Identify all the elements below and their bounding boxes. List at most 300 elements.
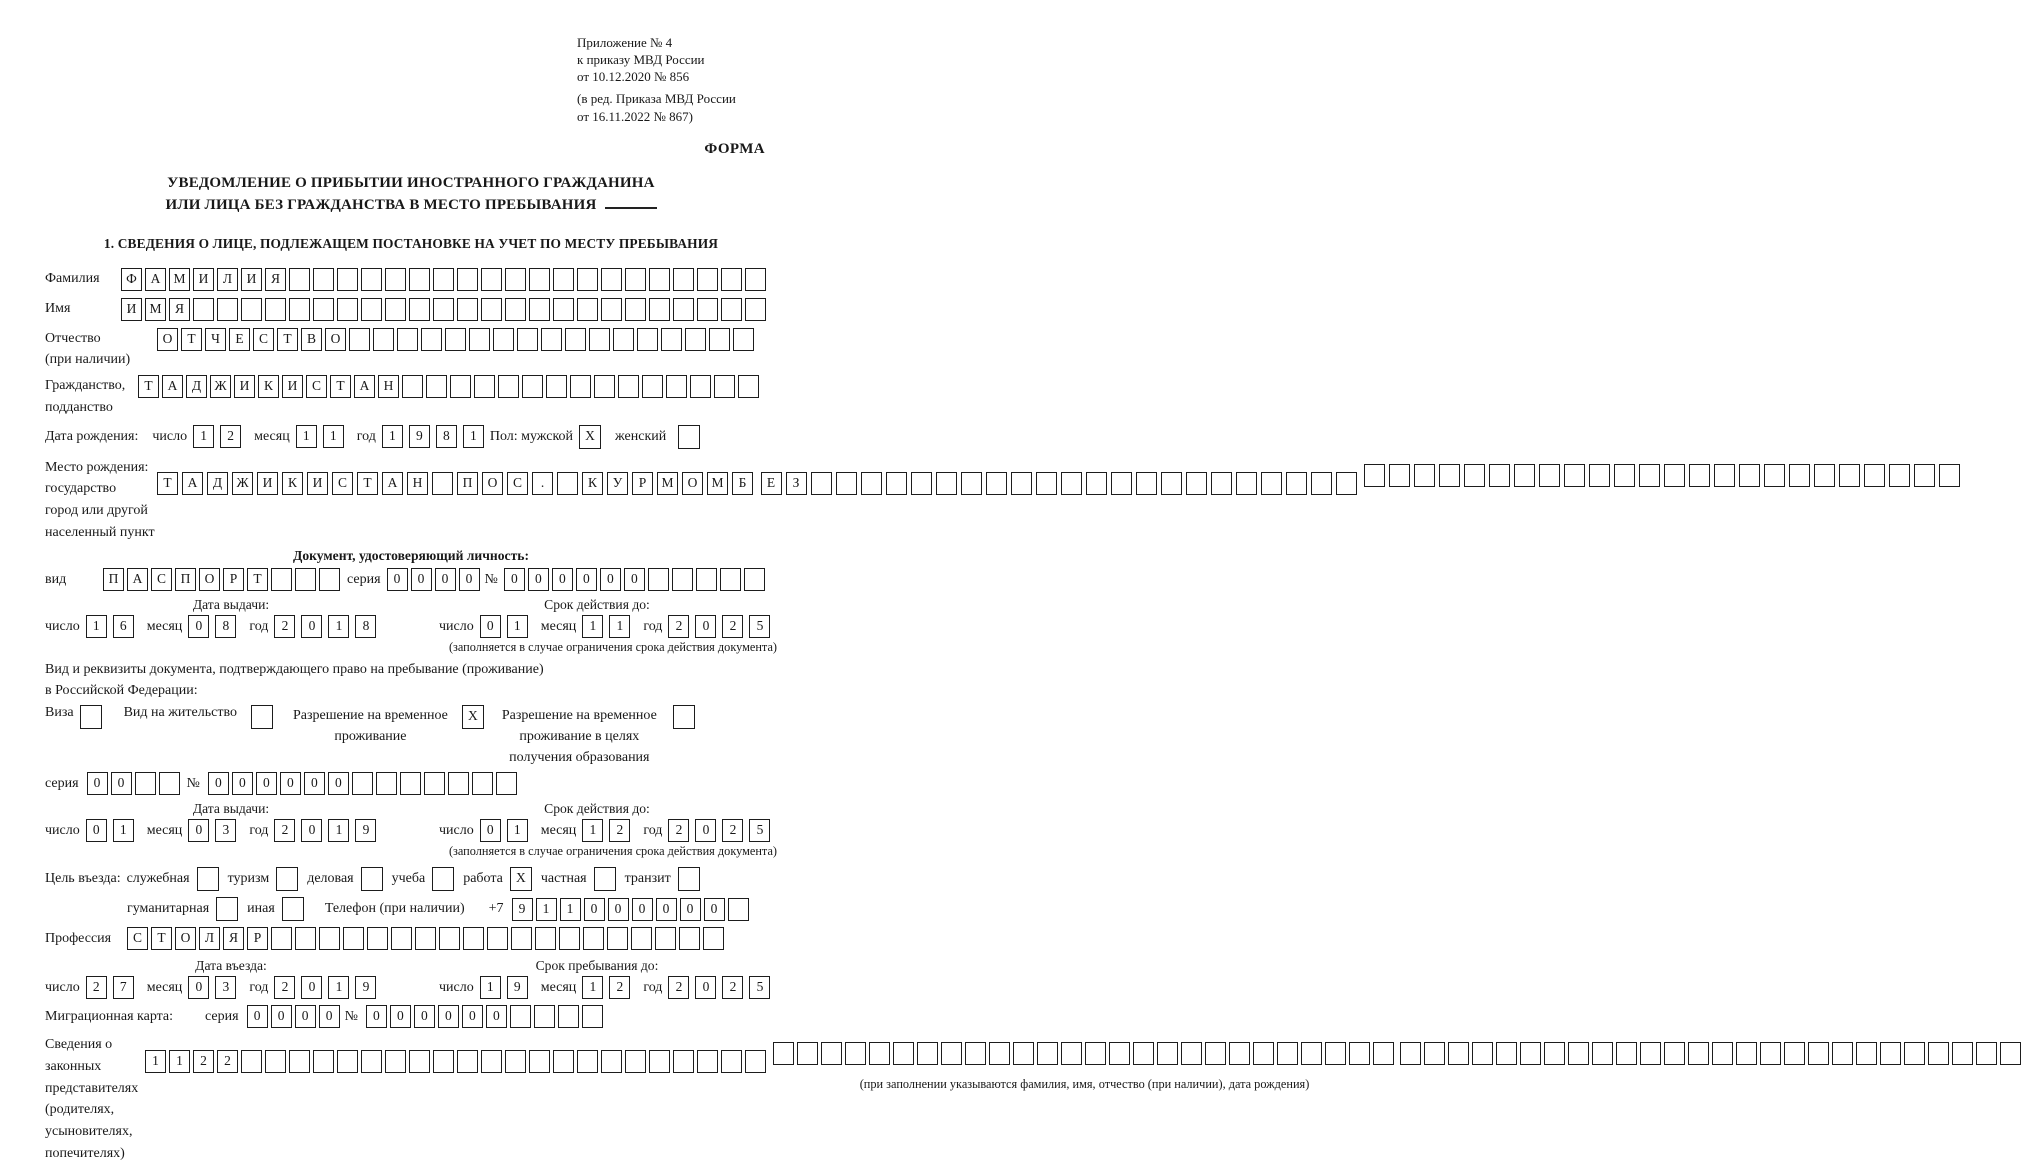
char-cell[interactable]: М [169,268,190,291]
char-cell[interactable] [1061,1042,1082,1065]
char-cell[interactable]: 0 [600,568,621,591]
char-cell[interactable]: О [482,472,503,495]
char-cell[interactable] [1496,1042,1517,1065]
char-cell[interactable] [505,1050,526,1073]
char-cell[interactable]: И [257,472,278,495]
char-cell[interactable] [432,472,453,495]
char-cell[interactable]: 0 [438,1005,459,1028]
char-cell[interactable] [1236,472,1257,495]
char-cell[interactable] [1311,472,1332,495]
char-cell[interactable] [594,375,615,398]
char-cell[interactable]: 0 [188,615,209,638]
phone-cells[interactable] [512,898,752,921]
sex-male-checkbox[interactable]: X [579,425,601,449]
char-cell[interactable]: Т [357,472,378,495]
char-cell[interactable] [607,927,628,950]
char-cell[interactable]: 1 [145,1050,166,1073]
char-cell[interactable]: Л [217,268,238,291]
char-cell[interactable] [397,328,418,351]
char-cell[interactable]: 0 [390,1005,411,1028]
char-cell[interactable]: 1 [582,615,603,638]
char-cell[interactable] [625,298,646,321]
char-cell[interactable] [1011,472,1032,495]
char-cell[interactable] [1640,1042,1661,1065]
char-cell[interactable]: 7 [113,976,134,999]
char-cell[interactable] [911,472,932,495]
char-cell[interactable]: Н [378,375,399,398]
temp-residence-edu-checkbox[interactable] [673,705,695,729]
char-cell[interactable]: 9 [355,819,376,842]
char-cell[interactable]: 0 [504,568,525,591]
char-cell[interactable] [535,927,556,950]
char-cell[interactable] [577,268,598,291]
char-cell[interactable]: Е [229,328,250,351]
char-cell[interactable]: З [786,472,807,495]
char-cell[interactable] [557,472,578,495]
char-cell[interactable]: 1 [323,425,344,448]
char-cell[interactable]: Т [330,375,351,398]
char-cell[interactable] [1714,464,1735,487]
char-cell[interactable] [2000,1042,2021,1065]
char-cell[interactable]: 6 [113,615,134,638]
char-cell[interactable] [745,298,766,321]
given-name-cells[interactable] [121,298,769,321]
char-cell[interactable] [385,1050,406,1073]
char-cell[interactable]: 0 [271,1005,292,1028]
char-cell[interactable] [1111,472,1132,495]
char-cell[interactable] [289,268,310,291]
char-cell[interactable] [217,298,238,321]
char-cell[interactable]: 1 [507,615,528,638]
char-cell[interactable] [673,1050,694,1073]
char-cell[interactable]: 8 [436,425,457,448]
char-cell[interactable] [426,375,447,398]
char-cell[interactable] [498,375,519,398]
char-cell[interactable] [720,568,741,591]
char-cell[interactable] [1109,1042,1130,1065]
birth-place-cells-row2[interactable] [761,472,1361,495]
char-cell[interactable]: В [301,328,322,351]
char-cell[interactable] [457,298,478,321]
char-cell[interactable] [1205,1042,1226,1065]
char-cell[interactable] [1904,1042,1925,1065]
char-cell[interactable] [271,568,292,591]
char-cell[interactable]: И [241,268,262,291]
char-cell[interactable] [1364,464,1385,487]
char-cell[interactable]: У [607,472,628,495]
char-cell[interactable] [1544,1042,1565,1065]
char-cell[interactable]: 0 [480,819,501,842]
char-cell[interactable] [1639,464,1660,487]
char-cell[interactable]: 2 [722,819,743,842]
patronymic-cells[interactable] [157,328,757,351]
char-cell[interactable]: 0 [295,1005,316,1028]
char-cell[interactable] [376,772,397,795]
char-cell[interactable] [577,298,598,321]
char-cell[interactable]: 0 [459,568,480,591]
char-cell[interactable]: 0 [576,568,597,591]
char-cell[interactable] [697,1050,718,1073]
char-cell[interactable] [193,298,214,321]
char-cell[interactable] [1061,472,1082,495]
char-cell[interactable]: Т [181,328,202,351]
char-cell[interactable]: 1 [560,898,581,921]
char-cell[interactable] [1976,1042,1997,1065]
char-cell[interactable] [558,1005,579,1028]
char-cell[interactable]: 0 [256,772,277,795]
char-cell[interactable] [679,927,700,950]
char-cell[interactable] [295,568,316,591]
char-cell[interactable] [1489,464,1510,487]
char-cell[interactable] [649,1050,670,1073]
residence-valid-day-cells[interactable] [480,819,534,842]
char-cell[interactable]: 0 [695,615,716,638]
char-cell[interactable] [618,375,639,398]
birth-year-cells[interactable] [382,425,490,448]
char-cell[interactable] [589,328,610,351]
identity-valid-day-cells[interactable] [480,615,534,638]
char-cell[interactable]: Д [186,375,207,398]
purpose-tourism-checkbox[interactable] [276,867,298,891]
char-cell[interactable] [1889,464,1910,487]
char-cell[interactable] [1448,1042,1469,1065]
char-cell[interactable] [1952,1042,1973,1065]
char-cell[interactable]: 2 [609,976,630,999]
char-cell[interactable] [1013,1042,1034,1065]
char-cell[interactable] [961,472,982,495]
char-cell[interactable] [1614,464,1635,487]
char-cell[interactable] [1472,1042,1493,1065]
char-cell[interactable]: Т [247,568,268,591]
char-cell[interactable] [559,927,580,950]
char-cell[interactable] [337,298,358,321]
char-cell[interactable] [409,1050,430,1073]
doc-kind-cells[interactable] [103,568,343,591]
char-cell[interactable] [1373,1042,1394,1065]
char-cell[interactable]: 2 [274,615,295,638]
char-cell[interactable]: Я [265,268,286,291]
purpose-study-checkbox[interactable] [432,867,454,891]
char-cell[interactable] [637,328,658,351]
char-cell[interactable] [529,1050,550,1073]
char-cell[interactable] [337,268,358,291]
migration-number-cells[interactable] [366,1005,606,1028]
char-cell[interactable] [313,268,334,291]
char-cell[interactable] [613,328,634,351]
char-cell[interactable]: 1 [113,819,134,842]
char-cell[interactable] [481,1050,502,1073]
char-cell[interactable] [1688,1042,1709,1065]
char-cell[interactable]: П [175,568,196,591]
char-cell[interactable] [1864,464,1885,487]
birth-day-cells[interactable] [193,425,247,448]
char-cell[interactable]: 1 [328,976,349,999]
representatives-cells-row2[interactable] [773,1042,1397,1065]
char-cell[interactable] [941,1042,962,1065]
identity-valid-month-cells[interactable] [582,615,636,638]
char-cell[interactable]: 0 [414,1005,435,1028]
char-cell[interactable] [1161,472,1182,495]
char-cell[interactable] [391,927,412,950]
char-cell[interactable] [1784,1042,1805,1065]
stay-year-cells[interactable] [668,976,776,999]
char-cell[interactable]: 1 [507,819,528,842]
char-cell[interactable]: Т [277,328,298,351]
char-cell[interactable] [655,927,676,950]
char-cell[interactable] [439,927,460,950]
char-cell[interactable] [1037,1042,1058,1065]
char-cell[interactable]: 0 [208,772,229,795]
char-cell[interactable]: И [193,268,214,291]
char-cell[interactable] [965,1042,986,1065]
char-cell[interactable] [811,472,832,495]
char-cell[interactable]: 0 [301,819,322,842]
char-cell[interactable] [352,772,373,795]
char-cell[interactable] [313,1050,334,1073]
char-cell[interactable] [415,927,436,950]
char-cell[interactable] [1301,1042,1322,1065]
char-cell[interactable] [1664,464,1685,487]
entry-month-cells[interactable] [188,976,242,999]
purpose-humanitarian-checkbox[interactable] [216,897,238,921]
char-cell[interactable]: А [382,472,403,495]
char-cell[interactable]: 0 [680,898,701,921]
char-cell[interactable]: Ж [210,375,231,398]
char-cell[interactable] [448,772,469,795]
char-cell[interactable]: 0 [247,1005,268,1028]
char-cell[interactable] [481,268,502,291]
char-cell[interactable] [1133,1042,1154,1065]
char-cell[interactable]: 2 [193,1050,214,1073]
char-cell[interactable]: 2 [722,615,743,638]
residence-number-cells[interactable] [208,772,520,795]
representatives-cells-row3[interactable] [1400,1042,2024,1065]
char-cell[interactable] [649,268,670,291]
char-cell[interactable] [1928,1042,1949,1065]
char-cell[interactable] [433,268,454,291]
char-cell[interactable] [1589,464,1610,487]
char-cell[interactable] [744,568,765,591]
char-cell[interactable] [917,1042,938,1065]
identity-issue-month-cells[interactable] [188,615,242,638]
char-cell[interactable] [313,298,334,321]
char-cell[interactable] [541,328,562,351]
char-cell[interactable]: Я [223,927,244,950]
char-cell[interactable] [583,927,604,950]
char-cell[interactable] [553,1050,574,1073]
char-cell[interactable]: 0 [704,898,725,921]
char-cell[interactable]: О [199,568,220,591]
char-cell[interactable]: 0 [188,976,209,999]
stay-month-cells[interactable] [582,976,636,999]
char-cell[interactable] [1764,464,1785,487]
char-cell[interactable] [1186,472,1207,495]
residence-issue-day-cells[interactable] [86,819,140,842]
char-cell[interactable]: 2 [274,976,295,999]
char-cell[interactable]: 5 [749,976,770,999]
char-cell[interactable]: 9 [512,898,533,921]
char-cell[interactable]: С [332,472,353,495]
char-cell[interactable] [1211,472,1232,495]
char-cell[interactable]: Т [138,375,159,398]
char-cell[interactable] [738,375,759,398]
doc-number-cells[interactable] [504,568,768,591]
char-cell[interactable] [577,1050,598,1073]
char-cell[interactable] [402,375,423,398]
char-cell[interactable] [409,268,430,291]
char-cell[interactable]: 9 [409,425,430,448]
char-cell[interactable]: 0 [301,615,322,638]
char-cell[interactable] [529,298,550,321]
char-cell[interactable]: С [253,328,274,351]
char-cell[interactable] [1325,1042,1346,1065]
char-cell[interactable]: 0 [552,568,573,591]
char-cell[interactable] [1229,1042,1250,1065]
char-cell[interactable] [696,568,717,591]
char-cell[interactable] [797,1042,818,1065]
char-cell[interactable] [666,375,687,398]
char-cell[interactable]: 3 [215,819,236,842]
char-cell[interactable]: К [258,375,279,398]
char-cell[interactable]: Е [761,472,782,495]
char-cell[interactable]: И [121,298,142,321]
char-cell[interactable] [337,1050,358,1073]
char-cell[interactable] [400,772,421,795]
char-cell[interactable] [845,1042,866,1065]
char-cell[interactable]: Б [732,472,753,495]
char-cell[interactable]: 2 [220,425,241,448]
char-cell[interactable]: И [307,472,328,495]
char-cell[interactable]: 2 [668,819,689,842]
visa-checkbox[interactable] [80,705,102,729]
char-cell[interactable] [534,1005,555,1028]
char-cell[interactable] [457,1050,478,1073]
char-cell[interactable] [361,268,382,291]
char-cell[interactable] [1520,1042,1541,1065]
char-cell[interactable]: 9 [355,976,376,999]
char-cell[interactable] [493,328,514,351]
char-cell[interactable]: Я [169,298,190,321]
char-cell[interactable] [936,472,957,495]
char-cell[interactable]: 9 [507,976,528,999]
char-cell[interactable] [1400,1042,1421,1065]
char-cell[interactable] [1839,464,1860,487]
char-cell[interactable]: 0 [608,898,629,921]
char-cell[interactable] [721,268,742,291]
char-cell[interactable] [1736,1042,1757,1065]
residence-valid-year-cells[interactable] [668,819,776,842]
char-cell[interactable]: 2 [274,819,295,842]
char-cell[interactable] [1424,1042,1445,1065]
entry-day-cells[interactable] [86,976,140,999]
char-cell[interactable] [421,328,442,351]
char-cell[interactable]: А [354,375,375,398]
identity-valid-year-cells[interactable] [668,615,776,638]
migration-series-cells[interactable] [247,1005,343,1028]
char-cell[interactable] [1181,1042,1202,1065]
char-cell[interactable]: 1 [609,615,630,638]
char-cell[interactable]: . [532,472,553,495]
char-cell[interactable]: С [507,472,528,495]
char-cell[interactable] [457,268,478,291]
char-cell[interactable]: 3 [215,976,236,999]
char-cell[interactable]: 1 [296,425,317,448]
char-cell[interactable] [385,298,406,321]
char-cell[interactable] [349,328,370,351]
char-cell[interactable]: 0 [387,568,408,591]
char-cell[interactable] [505,268,526,291]
char-cell[interactable]: О [175,927,196,950]
char-cell[interactable] [529,268,550,291]
residence-issue-month-cells[interactable] [188,819,242,842]
char-cell[interactable] [241,298,262,321]
char-cell[interactable]: Ч [205,328,226,351]
identity-issue-year-cells[interactable] [274,615,382,638]
char-cell[interactable]: А [127,568,148,591]
char-cell[interactable] [685,328,706,351]
char-cell[interactable] [1136,472,1157,495]
char-cell[interactable] [433,1050,454,1073]
char-cell[interactable]: М [707,472,728,495]
char-cell[interactable] [1739,464,1760,487]
char-cell[interactable] [481,298,502,321]
char-cell[interactable] [773,1042,794,1065]
char-cell[interactable] [631,927,652,950]
char-cell[interactable]: 0 [435,568,456,591]
char-cell[interactable] [1616,1042,1637,1065]
char-cell[interactable]: 0 [366,1005,387,1028]
char-cell[interactable] [159,772,180,795]
char-cell[interactable] [625,268,646,291]
char-cell[interactable]: С [151,568,172,591]
char-cell[interactable] [1664,1042,1685,1065]
char-cell[interactable] [295,927,316,950]
purpose-other-checkbox[interactable] [282,897,304,921]
char-cell[interactable] [721,1050,742,1073]
char-cell[interactable] [673,298,694,321]
char-cell[interactable] [1814,464,1835,487]
char-cell[interactable] [869,1042,890,1065]
char-cell[interactable]: 5 [749,615,770,638]
char-cell[interactable] [1939,464,1960,487]
char-cell[interactable] [1856,1042,1877,1065]
char-cell[interactable] [886,472,907,495]
char-cell[interactable] [1712,1042,1733,1065]
char-cell[interactable] [1261,472,1282,495]
char-cell[interactable]: 2 [722,976,743,999]
char-cell[interactable] [821,1042,842,1065]
char-cell[interactable]: 8 [355,615,376,638]
surname-cells[interactable] [121,268,769,291]
char-cell[interactable] [1253,1042,1274,1065]
char-cell[interactable]: 0 [624,568,645,591]
char-cell[interactable] [289,1050,310,1073]
char-cell[interactable] [582,1005,603,1028]
char-cell[interactable] [265,298,286,321]
char-cell[interactable] [1880,1042,1901,1065]
char-cell[interactable]: А [182,472,203,495]
char-cell[interactable]: 1 [480,976,501,999]
char-cell[interactable] [601,298,622,321]
char-cell[interactable] [1539,464,1560,487]
char-cell[interactable]: Н [407,472,428,495]
char-cell[interactable]: 1 [86,615,107,638]
char-cell[interactable] [661,328,682,351]
birth-month-cells[interactable] [296,425,350,448]
char-cell[interactable]: 2 [609,819,630,842]
char-cell[interactable] [601,1050,622,1073]
char-cell[interactable] [565,328,586,351]
